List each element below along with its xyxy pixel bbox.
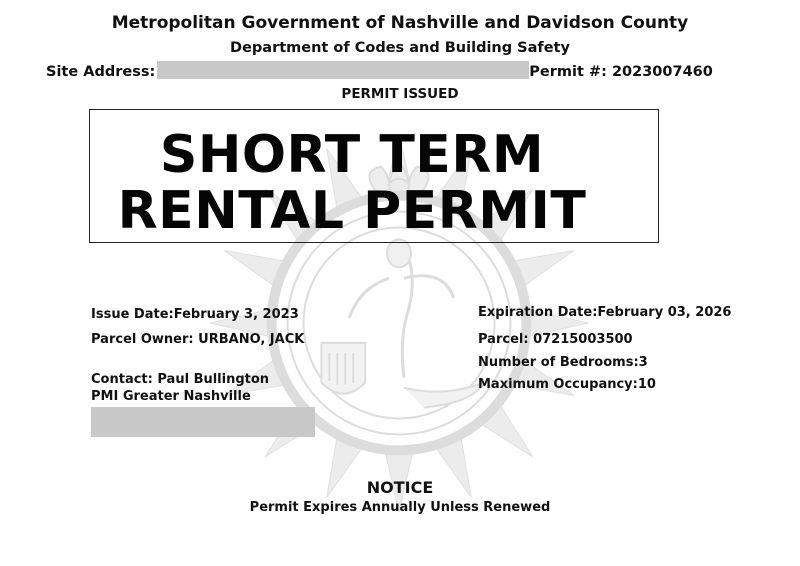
site-address-label: Site Address: <box>46 64 156 80</box>
parcel-owner-label: Parcel Owner: <box>91 332 194 347</box>
contact-label: Contact: <box>91 372 153 387</box>
occupancy-field <box>478 377 656 392</box>
bedrooms-label: Number of Bedrooms: <box>478 355 639 370</box>
site-address-row <box>46 61 713 80</box>
expiration-date-value: February 03, 2026 <box>597 305 732 320</box>
contact-field <box>91 372 269 387</box>
permit-status: PERMIT ISSUED <box>341 86 459 102</box>
government-title: Metropolitan Government of Nashville and Davidson County <box>111 13 689 33</box>
parcel-owner-field <box>91 332 304 347</box>
permit-title-line-2: RENTAL PERMIT <box>117 181 587 241</box>
parcel-value: 07215003500 <box>533 332 633 347</box>
issue-date-value: February 3, 2023 <box>173 307 299 322</box>
site-address-redaction <box>157 61 529 79</box>
parcel-owner-value: URBANO, JACK <box>198 332 305 347</box>
permit-number: 2023007460 <box>611 64 713 80</box>
occupancy-label: Maximum Occupancy: <box>478 377 638 392</box>
issue-date-label: Issue Date: <box>91 307 174 322</box>
notice-heading: NOTICE <box>366 478 434 497</box>
expiration-date-label: Expiration Date: <box>478 305 598 320</box>
issue-date-field <box>91 307 299 322</box>
permit-title-line-1: SHORT TERM <box>159 125 545 185</box>
permit-title-box <box>89 109 659 243</box>
contact-address-redaction <box>91 407 315 437</box>
occupancy-value: 10 <box>637 377 656 392</box>
bedrooms-field <box>478 355 648 370</box>
notice-text: Permit Expires Annually Unless Renewed <box>249 500 551 515</box>
contact-value: Paul Bullington <box>157 372 270 387</box>
expiration-date-field <box>478 305 731 320</box>
parcel-field <box>478 332 633 347</box>
permit-number-label: Permit #: <box>529 64 607 80</box>
parcel-label: Parcel: <box>478 332 529 347</box>
bedrooms-value: 3 <box>638 355 648 370</box>
contact-company: PMI Greater Nashville <box>91 389 251 404</box>
department-title: Department of Codes and Building Safety <box>230 40 570 56</box>
